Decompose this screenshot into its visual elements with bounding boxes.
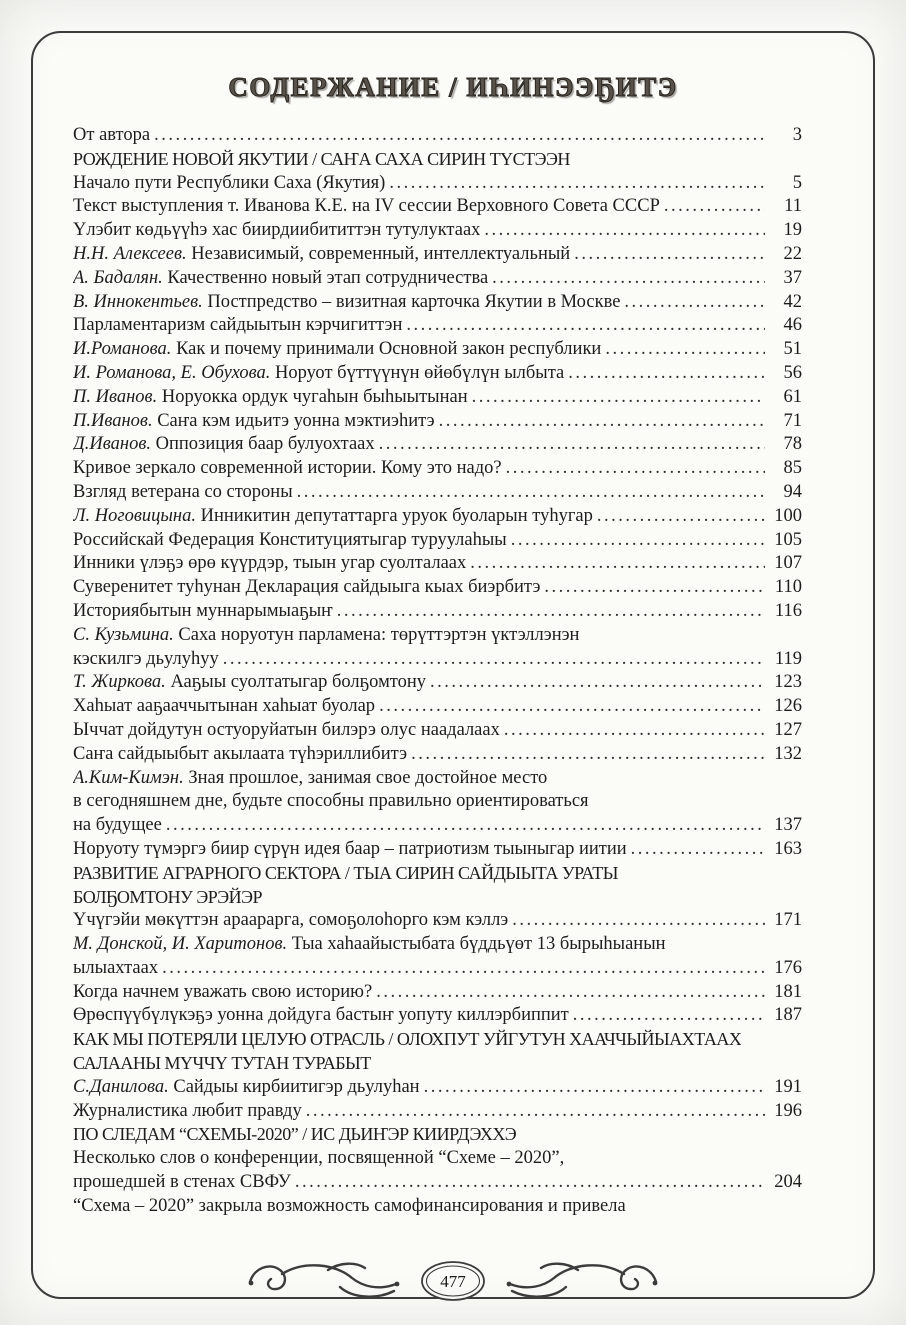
toc-page-number: 94 — [783, 481, 802, 502]
toc-entry-line — [73, 314, 802, 338]
toc-entry-text: Өрөспүүбүлүкэҕэ уонна дойдуга бастыҥ уопуту киллэрбиппит — [73, 1005, 569, 1026]
toc-entry-text: Л. Ноговицына. Инникитин депутаттарга уруок буоларын туһугар — [73, 505, 593, 526]
footer-ornament — [0, 1248, 906, 1312]
toc-entry-text: БОЛҔОМТОНУ ЭРЭЙЭР — [73, 886, 263, 907]
toc-entry-text: И.Романова. Как и почему принимали Основной закон республики — [73, 339, 602, 360]
toc-entry-text: И. Романова, Е. Обухова. Норуот бүттүүнүн өйөбүлүн ылбыта — [73, 362, 565, 383]
toc-entry-text: Начало пути Республики Саха (Якутия) — [73, 172, 386, 193]
toc-page-number: 19 — [783, 220, 802, 241]
toc-entry-text: Журналистика любит правду — [73, 1100, 302, 1121]
toc-entry-text: прошедшей в стенах СВФУ — [73, 1172, 291, 1193]
toc-page-number: 105 — [774, 529, 802, 550]
dot-leader — [154, 124, 765, 148]
page-number-oval — [422, 1262, 484, 1300]
toc-entry-author: В. Иннокентьев. — [73, 291, 208, 312]
dot-leader — [424, 1076, 765, 1100]
toc-entry-text: Т. Жиркова. Ааҕыы суолтатыгар болҕомтону — [73, 672, 427, 693]
toc-page-number: 137 — [774, 815, 802, 836]
toc-entry-line — [73, 219, 802, 243]
toc-entry-text: В. Иннокентьев. Постпредство – визитная карточка Якутии в Москве — [73, 291, 621, 312]
toc-page-number: 56 — [783, 362, 802, 383]
toc-entry-author: И.Романова. — [73, 339, 177, 360]
toc-entry-author: С. Кузьмина. — [73, 624, 179, 645]
toc-entry-text: Несколько слов о конференции, посвященной “Схеме – 2020”, — [73, 1148, 565, 1169]
toc-section-header-line — [73, 886, 802, 910]
dot-leader — [472, 386, 765, 410]
toc-entry-line — [73, 719, 802, 743]
toc-entry-line — [73, 767, 802, 791]
footer-page-number: 477 — [440, 1272, 466, 1291]
dot-leader — [337, 600, 765, 624]
toc-page-number: 191 — [774, 1076, 802, 1097]
dot-leader — [568, 362, 765, 386]
footer-flourish-svg — [238, 1248, 668, 1312]
toc-entry-text: Норуоту түмэргэ биир сүрүн идея баар – патриотизм тыыныгар иитии — [73, 838, 627, 859]
toc-page-number: 163 — [774, 838, 802, 859]
dot-leader — [664, 195, 765, 219]
toc-entry-text: Н.Н. Алексеев. Независимый, современный, интеллектуальный — [73, 243, 571, 264]
dot-leader — [297, 481, 765, 505]
dot-leader — [295, 1171, 765, 1195]
toc-entry-text: Үлэбит көдьүүһэ хас биирдиибититтэн тутулуктаах — [73, 220, 481, 241]
toc-entry-line — [73, 362, 802, 386]
toc-page-number: 100 — [774, 505, 802, 526]
toc-section-header-line — [73, 1052, 802, 1076]
toc-entry-line — [73, 814, 802, 838]
toc-entry-text: П. Иванов. Норуокка ордук чугаһын быһыытынан — [73, 386, 468, 407]
dot-leader — [544, 576, 765, 600]
toc-entry-line — [73, 338, 802, 362]
toc-entry-text: ылыахтаах — [73, 957, 159, 978]
dot-leader — [379, 695, 765, 719]
toc-page-number: 37 — [783, 267, 802, 288]
dot-leader — [624, 291, 765, 315]
toc-page-number: 5 — [792, 172, 802, 193]
toc-entry-author: Н.Н. Алексеев. — [73, 243, 192, 264]
toc-title-text: СОДЕРЖАНИЕ / ИҺИНЭЭҔИТЭ — [228, 72, 678, 102]
toc-title — [0, 72, 906, 103]
toc-section-header-line — [73, 1123, 802, 1147]
dot-leader — [439, 410, 765, 434]
toc-section-header-line — [73, 862, 802, 886]
toc-section-header-line — [73, 1028, 802, 1052]
toc-entry-line — [73, 243, 802, 267]
toc-page-number: 107 — [774, 553, 802, 574]
toc-page-number: 61 — [783, 386, 802, 407]
toc-entry-text: Суверенитет туһунан Декларация сайдыыга кыах биэрбитэ — [73, 577, 541, 598]
dot-leader — [511, 529, 765, 553]
toc-entry-line — [73, 529, 802, 553]
toc-page-number: 181 — [774, 981, 802, 1002]
toc-entry-line — [73, 576, 802, 600]
toc-entry-text: Парламентаризм сайдыытын кэрчигиттэн — [73, 315, 403, 336]
toc-entry-author: П. Иванов. — [73, 386, 162, 407]
toc-entry-line — [73, 695, 802, 719]
dot-leader — [597, 505, 765, 529]
toc-entry-text: “Схема – 2020” закрыла возможность самофинансирования и привела — [73, 1195, 626, 1216]
toc-page-number: 11 — [784, 196, 802, 217]
toc-entry-text: Когда начнем уважать свою историю? — [73, 981, 373, 1002]
toc-entry-text: ПО СЛЕДАМ “СХЕМЫ-2020” / ИС ДЬИҤЭР КИИРДЭХХЭ — [73, 1124, 517, 1145]
toc-entry-author: П.Иванов. — [73, 410, 158, 431]
toc-entry-author: С.Данилова. — [73, 1076, 174, 1097]
dot-leader — [162, 957, 765, 981]
toc-entry-text: Үчүгэйи мөкүттэн араарарга, сомоҕолоһорго кэм кэллэ — [73, 910, 509, 931]
dot-leader — [573, 1004, 765, 1028]
toc-entry-line — [73, 410, 802, 434]
toc-entry-line — [73, 1147, 802, 1171]
toc-entry-line — [73, 124, 802, 148]
dot-leader — [574, 243, 765, 267]
dot-leader — [470, 552, 765, 576]
toc-entry-text: А.Ким-Кимэн. Зная прошлое, занимая свое достойное место — [73, 767, 548, 788]
toc-entry-text: в сегодняшнем дне, будьте способны правильно ориентироваться — [73, 791, 589, 812]
toc-entry-text: От автора — [73, 125, 151, 145]
toc-entry-author: Д.Иванов. — [73, 434, 156, 455]
toc-entry-text: РОЖДЕНИЕ НОВОЙ ЯКУТИИ / САҤА САХА СИРИН ТҮСТЭЭН — [73, 148, 570, 169]
toc-entry-line — [73, 1076, 802, 1100]
toc-page-number: 127 — [774, 719, 802, 740]
toc-entry-author: А. Бадалян. — [73, 267, 168, 288]
dot-leader — [512, 909, 765, 933]
toc-entry-text: САЛААНЫ МҮЧЧҮ ТУТАН ТУРАБЫТ — [73, 1053, 371, 1074]
dot-leader — [484, 219, 765, 243]
toc-entry-text: Саҥа сайдыыбыт акылаата түһэриллибитэ — [73, 743, 408, 764]
dot-leader — [223, 648, 765, 672]
dot-leader — [506, 457, 765, 481]
toc-page-number: 119 — [774, 648, 802, 669]
toc-entry-author: А.Ким-Кимэн. — [73, 767, 189, 788]
toc-page-number: 22 — [783, 243, 802, 264]
toc-entry-text: П.Иванов. Саҥа кэм идьитэ уонна мэктиэһитэ — [73, 410, 435, 431]
toc-entry-text: Взгляд ветерана со стороны — [73, 481, 293, 502]
toc-entry-line — [73, 790, 802, 814]
toc-entry-line — [73, 743, 802, 767]
toc-page-number: 132 — [774, 743, 802, 764]
toc-entry-text: КАК МЫ ПОТЕРЯЛИ ЦЕЛУЮ ОТРАСЛЬ / ОЛОХПУТ УЙГУТУН ХААЧЧЫЙЫАХТААХ — [73, 1029, 742, 1050]
toc-entry-line — [73, 291, 802, 315]
toc-entry-text: Российскай Федерация Конституциятыгар туруулаһыы — [73, 529, 507, 550]
dot-leader — [631, 838, 765, 862]
dot-leader — [406, 314, 765, 338]
flourish-right-icon — [507, 1264, 658, 1297]
toc-page-number: 71 — [783, 410, 802, 431]
toc-entry-text: на будущее — [73, 815, 162, 836]
toc-page-number: 176 — [774, 957, 802, 978]
toc-entry-text: Инники үлэҕэ өрө күүрдэр, тыын угар суолталаах — [73, 553, 467, 574]
dot-leader — [430, 671, 765, 695]
toc-entry-author: Т. Жиркова. — [73, 672, 171, 693]
toc-entry-line — [73, 648, 802, 672]
toc-entry-line — [73, 195, 802, 219]
toc-page-number: 196 — [774, 1100, 802, 1121]
dot-leader — [306, 1100, 765, 1124]
toc-entry-author: М. Донской, И. Харитонов. — [73, 934, 292, 955]
dot-leader — [376, 981, 765, 1005]
toc-page-number: 110 — [774, 577, 802, 598]
toc-entry-text: С.Данилова. Сайдыы кирбиитигэр дьулуһан — [73, 1076, 420, 1097]
dot-leader — [379, 433, 765, 457]
toc-page-number: 116 — [774, 600, 802, 621]
toc-page-number: 85 — [783, 458, 802, 479]
toc-entry-text: М. Донской, И. Харитонов. Тыа хаһаайыстыбата бүддьүөт 13 бырыһыанын — [73, 934, 666, 955]
toc-entry-text: Текст выступления т. Иванова К.Е. на IV сессии Верховного Совета СССР — [73, 196, 660, 217]
toc-entry-line — [73, 552, 802, 576]
dot-leader — [389, 172, 765, 196]
toc-entry-text: Ыччат дойдутун остуоруйатын билэрэ олус наадалаах — [73, 719, 500, 740]
toc-entry-text: кэскилгэ дьулуһуу — [73, 648, 219, 669]
toc-page-number: 126 — [774, 696, 802, 717]
toc-entry-text: С. Кузьмина. Саха норуотун парламена: төрүттэртэн үктэллэнэн — [73, 624, 580, 645]
toc-entry-line — [73, 505, 802, 529]
toc-entry-line — [73, 1004, 802, 1028]
toc-entry-line — [73, 957, 802, 981]
toc-entry-text: Историябытын муннарымыаҕыҥ — [73, 600, 333, 621]
toc-entry-line — [73, 386, 802, 410]
toc-entry-text: Хаһыат ааҕааччытынан хаһыат буолар — [73, 696, 376, 717]
toc-entry-text: Кривое зеркало современной истории. Кому это надо? — [73, 458, 502, 479]
toc-list — [73, 124, 802, 1219]
toc-page-number: 204 — [774, 1172, 802, 1193]
toc-entry-line — [73, 481, 802, 505]
dot-leader — [504, 719, 765, 743]
toc-page-number: 3 — [792, 125, 802, 145]
toc-entry-line — [73, 457, 802, 481]
toc-entry-line — [73, 933, 802, 957]
toc-entry-text: Д.Иванов. Оппозиция баар булуохтаах — [73, 434, 375, 455]
toc-page-number: 187 — [774, 1005, 802, 1026]
toc-entry-line — [73, 671, 802, 695]
toc-entry-line — [73, 1195, 802, 1219]
toc-entry-line — [73, 600, 802, 624]
dot-leader — [411, 743, 765, 767]
toc-entry-line — [73, 624, 802, 648]
toc-entry-text: А. Бадалян. Качественно новый этап сотрудничества — [73, 267, 489, 288]
toc-entry-author: Л. Ноговицына. — [73, 505, 201, 526]
toc-entry-line — [73, 1100, 802, 1124]
toc-entry-text: РАЗВИТИЕ АГРАРНОГО СЕКТОРА / ТЫА СИРИН САЙДЫЫТА УРАТЫ — [73, 862, 618, 883]
dot-leader — [605, 338, 765, 362]
toc-entry-line — [73, 267, 802, 291]
toc-entry-line — [73, 1171, 802, 1195]
toc-entry-line — [73, 909, 802, 933]
dot-leader — [492, 267, 765, 291]
flourish-left-icon — [249, 1264, 400, 1297]
toc-section-header-line — [73, 148, 802, 172]
toc-page-number: 171 — [774, 910, 802, 931]
toc-entry-line — [73, 838, 802, 862]
toc-entry-line — [73, 172, 802, 196]
toc-entry-author: И. Романова, Е. Обухова. — [73, 362, 276, 383]
toc-entry-line — [73, 981, 802, 1005]
toc-entry-line — [73, 433, 802, 457]
toc-page-number: 123 — [774, 672, 802, 693]
toc-page-number: 46 — [783, 315, 802, 336]
dot-leader — [166, 814, 765, 838]
toc-page-number: 51 — [783, 339, 802, 360]
toc-page-number: 42 — [783, 291, 802, 312]
toc-page-number: 78 — [783, 434, 802, 455]
